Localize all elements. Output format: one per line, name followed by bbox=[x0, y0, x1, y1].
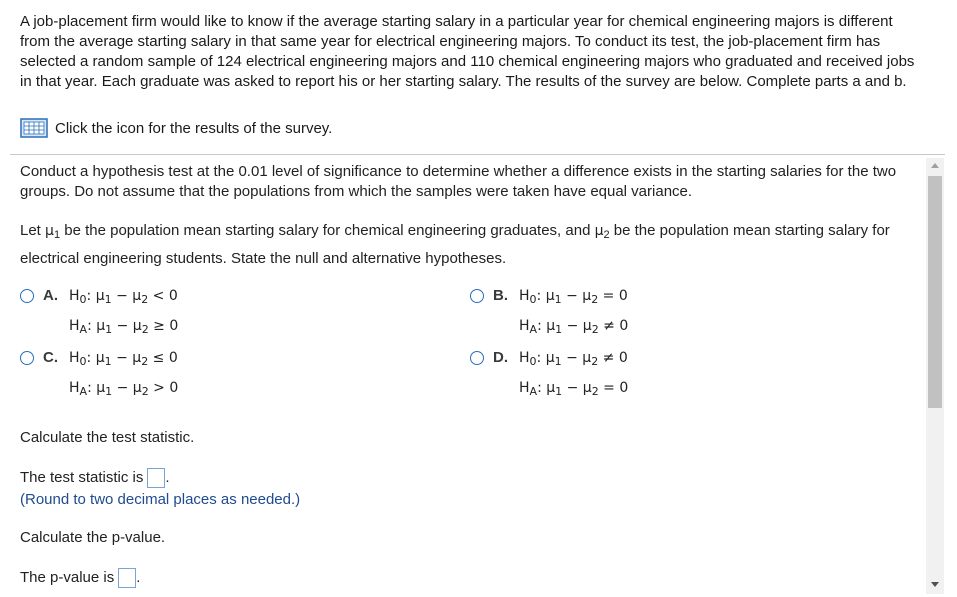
option-c-hypotheses bbox=[69, 345, 178, 405]
option-b-hypotheses bbox=[519, 283, 628, 343]
radio-option-b[interactable] bbox=[470, 289, 484, 303]
option-d[interactable] bbox=[470, 348, 628, 405]
radio-option-c[interactable] bbox=[20, 351, 34, 365]
scroll-up-arrow-icon[interactable] bbox=[931, 163, 939, 168]
problem-intro bbox=[20, 12, 920, 92]
let-mu-definition: Let $\mu_1$ be the population mean starting salary for chemical engineering graduates, and $\mu_2$ be the population mean starting salary for electrical engineering students. State the null and alternative hypotheses. bbox=[20, 222, 890, 267]
option-d-alt: $H_A$: $\mu_1 - \mu_2 = 0$ bbox=[519, 380, 629, 398]
option-d-letter: D. bbox=[493, 349, 508, 366]
round-hint: (Round to two decimal places as needed.) bbox=[20, 491, 301, 508]
p-value-input[interactable] bbox=[118, 568, 136, 588]
radio-option-d[interactable] bbox=[470, 351, 484, 365]
option-b[interactable] bbox=[470, 286, 628, 343]
hypothesis-instruction: Conduct a hypothesis test at the 0.01 level of significance to determine whether a difference exists in the starting salaries for the two groups. Do not assume that the populations from which the samples were taken have equal variance. bbox=[20, 163, 897, 200]
option-a[interactable] bbox=[20, 286, 178, 343]
p-value-row: The p-value is . bbox=[20, 566, 915, 590]
option-d-null: $H_0$: $\mu_1 - \mu_2 \ne 0$ bbox=[519, 350, 628, 368]
radio-option-a[interactable] bbox=[20, 289, 34, 303]
option-d-hypotheses bbox=[519, 345, 628, 405]
test-statistic-row: The test statistic is . bbox=[20, 466, 915, 490]
option-c-null: $H_0$: $\mu_1 - \mu_2 \le 0$ bbox=[69, 350, 178, 368]
section-divider bbox=[10, 154, 945, 155]
data-table-icon[interactable] bbox=[20, 118, 48, 138]
option-c[interactable] bbox=[20, 348, 178, 405]
test-statistic-input[interactable] bbox=[147, 468, 165, 488]
p-value-label: The p-value is bbox=[20, 569, 115, 586]
survey-results-link[interactable] bbox=[20, 117, 332, 139]
scroll-down-arrow-icon[interactable] bbox=[931, 582, 939, 587]
option-a-hypotheses bbox=[69, 283, 178, 343]
survey-link-text[interactable]: Click the icon for the results of the survey. bbox=[55, 119, 333, 137]
option-a-letter: A. bbox=[43, 287, 58, 304]
vertical-scrollbar[interactable] bbox=[926, 158, 944, 594]
option-c-alt: $H_A$: $\mu_1 - \mu_2 > 0$ bbox=[69, 380, 179, 398]
option-b-null: $H_0$: $\mu_1 - \mu_2 = 0$ bbox=[519, 288, 628, 306]
option-b-alt: $H_A$: $\mu_1 - \mu_2 \ne 0$ bbox=[519, 318, 629, 336]
option-b-letter: B. bbox=[493, 287, 508, 304]
calc-test-statistic-prompt: Calculate the test statistic. bbox=[20, 429, 195, 446]
test-statistic-label: The test statistic is bbox=[20, 469, 144, 486]
calc-p-value-prompt: Calculate the p-value. bbox=[20, 529, 166, 546]
option-a-null: $H_0$: $\mu_1 - \mu_2 < 0$ bbox=[69, 288, 178, 306]
scroll-thumb[interactable] bbox=[928, 176, 942, 408]
problem-intro-text: A job-placement firm would like to know if the average starting salary in a particular year for chemical engineering majors is different from the average starting salary in that same year for electrical engineering majors. To conduct its test, the job-placement firm has selected a random sample of 124 electrical engineering majors and 110 chemical engineering majors who graduated and received jobs in that year. Each graduate was asked to report his or her starting salary. The results of the survey are below. Complete parts a and b. bbox=[20, 13, 915, 90]
option-c-letter: C. bbox=[43, 349, 58, 366]
option-a-alt: $H_A$: $\mu_1 - \mu_2 \ge 0$ bbox=[69, 318, 179, 336]
